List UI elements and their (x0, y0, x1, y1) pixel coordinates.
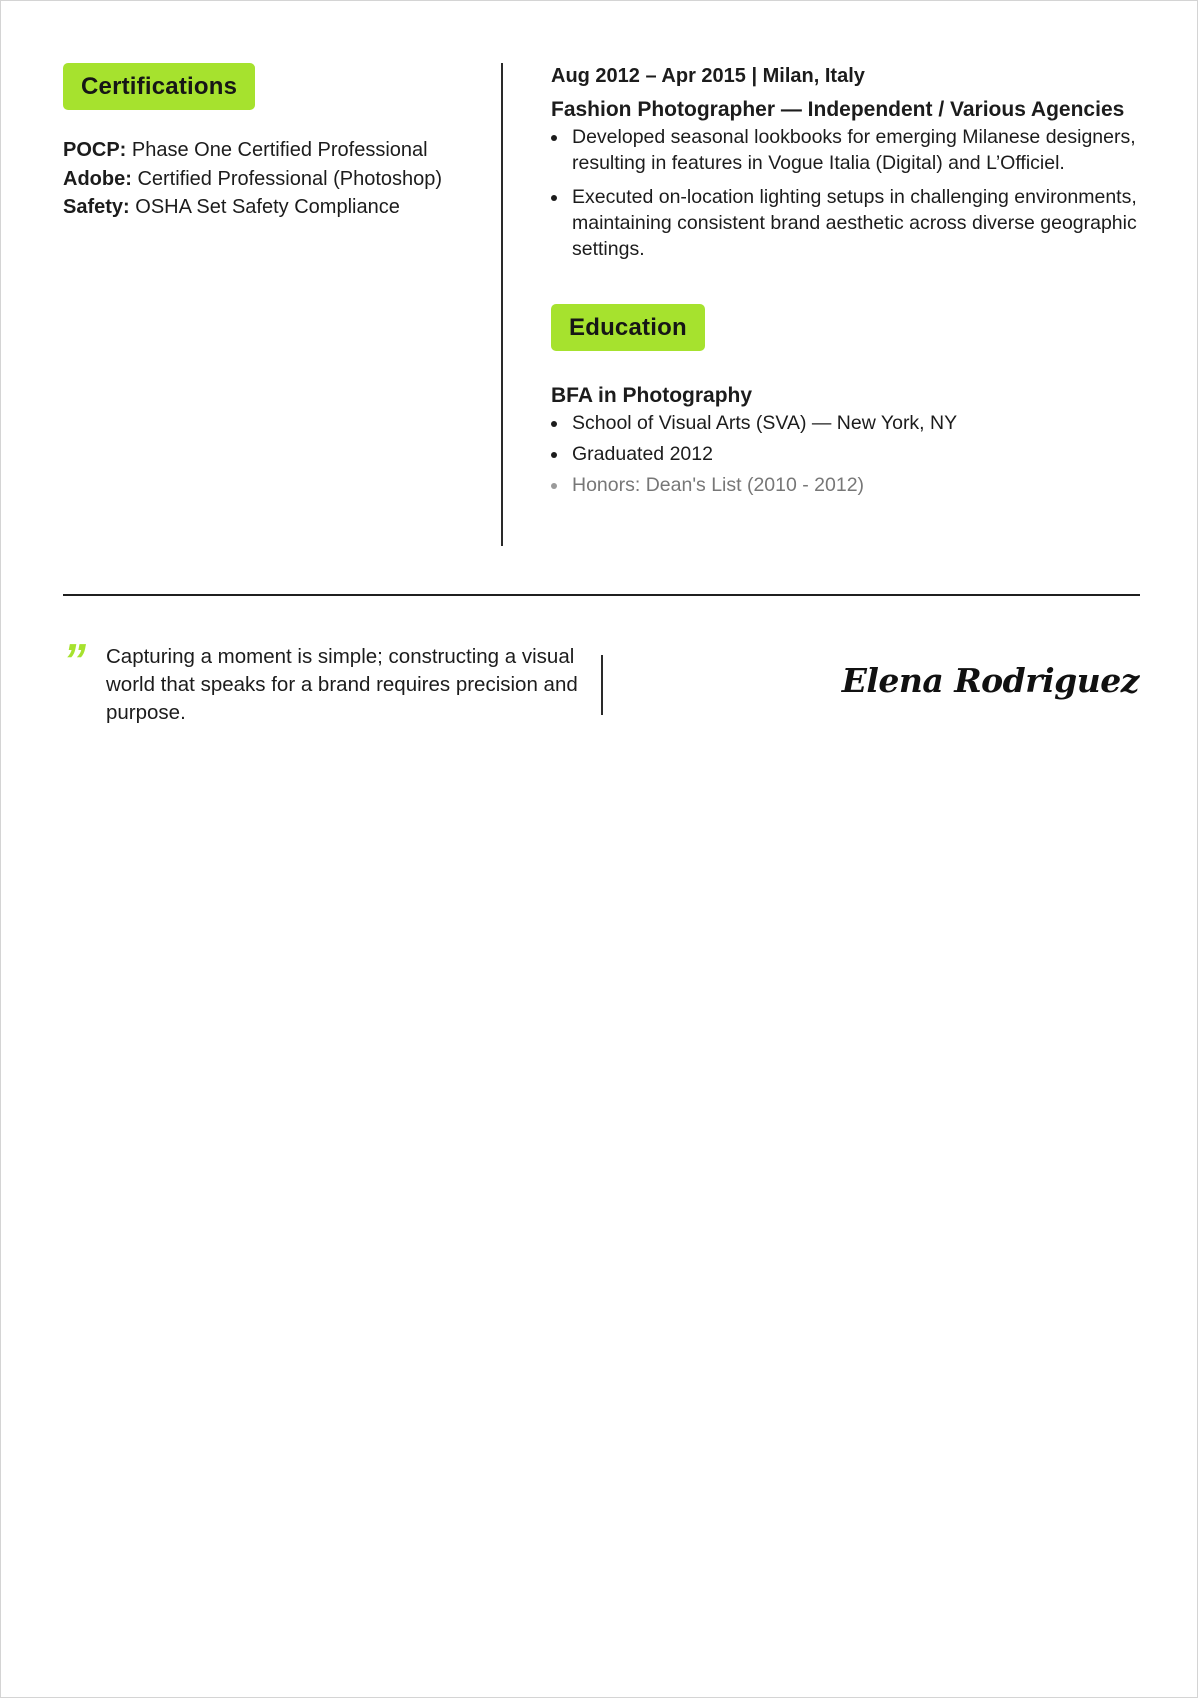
certification-value: Certified Professional (Photoshop) (131, 167, 443, 190)
education-list (551, 410, 1141, 498)
signature: Elena Rodriguez (841, 661, 1139, 700)
section-divider (63, 594, 1140, 596)
list-item (551, 472, 1141, 498)
list-item (551, 184, 1141, 262)
certification-item (63, 165, 483, 194)
certification-key: POCP: (63, 139, 127, 161)
bullet-icon (551, 452, 557, 458)
list-item (551, 441, 1141, 467)
certification-item (63, 136, 483, 165)
certification-key: Adobe: (63, 167, 132, 190)
right-column (551, 63, 1141, 503)
education-item-text: Honors: Dean's List (2010 - 2012) (572, 474, 865, 496)
job-title: Fashion Photographer — Independent / Various Agencies (551, 98, 1125, 121)
education-item-text: Graduated 2012 (572, 443, 713, 465)
degree-title: BFA in Photography (551, 384, 753, 407)
job-bullet-list (551, 124, 1141, 262)
certification-key: Safety: (63, 196, 130, 218)
certification-value: OSHA Set Safety Compliance (129, 196, 400, 218)
job-bullet-text: Developed seasonal lookbooks for emerging Milanese designers, resulting in features in Vogue Italia (Digital) and L’Officiel. (572, 126, 1136, 174)
quote-text: Capturing a moment is simple; constructing a visual world that speaks for a brand requires precision and purpose. (106, 645, 578, 724)
certifications-list (63, 136, 483, 222)
education-section (551, 304, 1141, 498)
job-bullet-text: Executed on-location lighting setups in challenging environments, maintaining consistent brand aesthetic across diverse geographic settings. (572, 186, 1137, 260)
list-item (551, 410, 1141, 436)
list-item (551, 124, 1141, 176)
certification-value: Phase One Certified Professional (126, 139, 428, 161)
bullet-icon (551, 421, 557, 427)
bullet-icon (551, 135, 557, 141)
certification-item (63, 193, 483, 222)
bullet-icon (551, 195, 557, 201)
education-heading: Education (551, 304, 705, 351)
bullet-icon (551, 483, 557, 489)
certifications-heading: Certifications (63, 63, 255, 110)
education-item-text: School of Visual Arts (SVA) — New York, NY (572, 412, 958, 434)
quote-mark-icon: ” (63, 634, 86, 686)
job-dates-location: Aug 2012 – Apr 2015 | Milan, Italy (551, 65, 865, 87)
certifications-section (63, 63, 483, 222)
column-divider (501, 63, 503, 546)
quote-divider (601, 655, 603, 715)
experience-entry (551, 63, 1141, 262)
